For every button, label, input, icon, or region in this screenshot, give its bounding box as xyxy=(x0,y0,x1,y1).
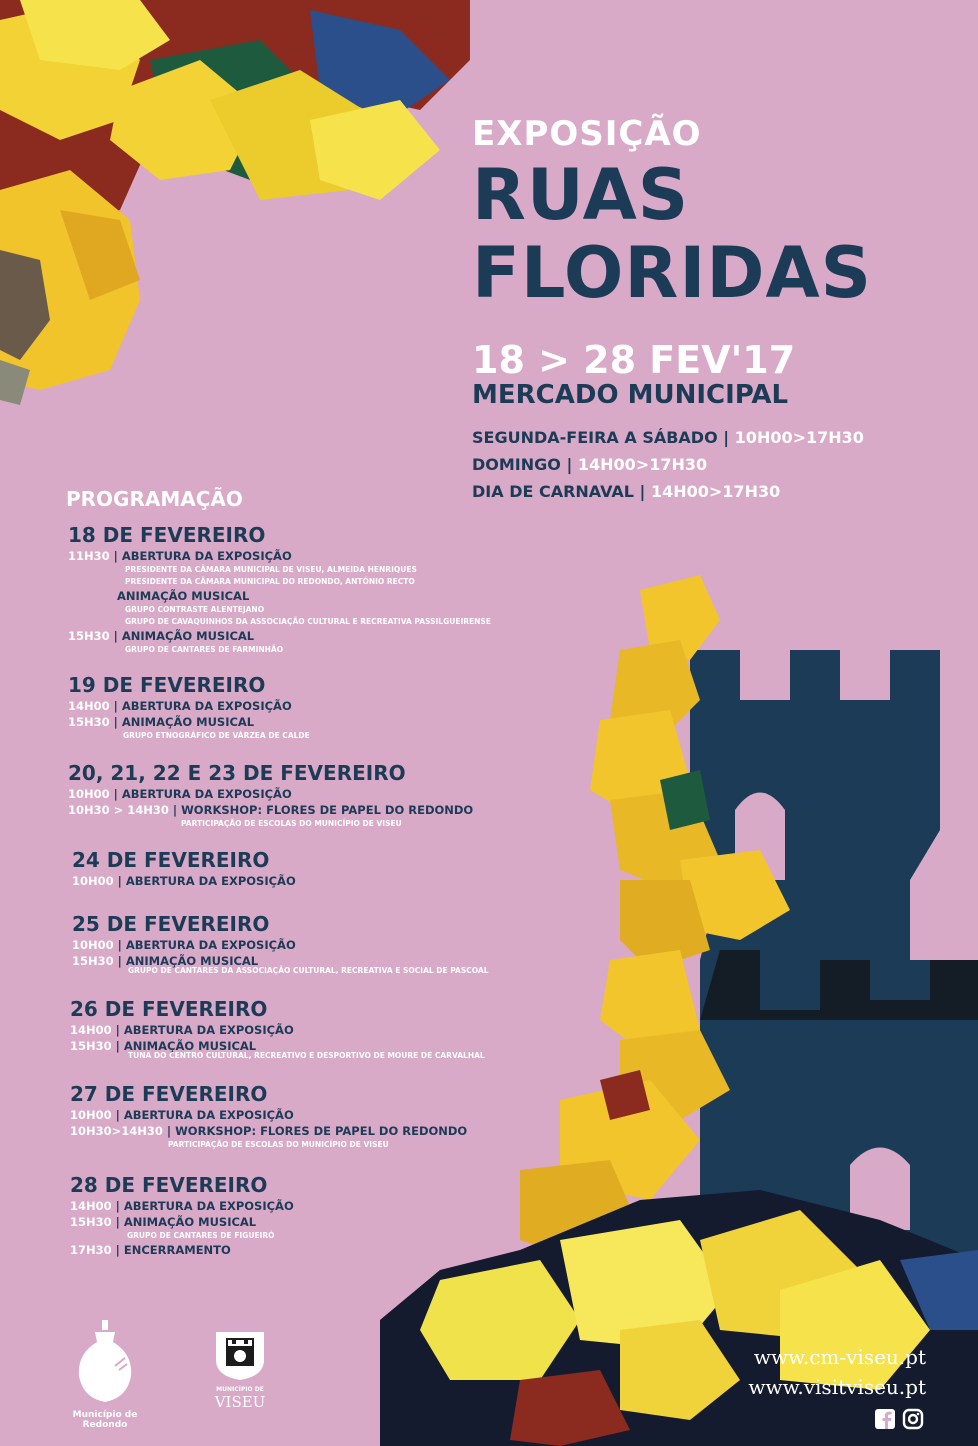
program-day xyxy=(70,1081,467,1151)
hours-time: 14H00>17H30 xyxy=(577,455,708,474)
event-time: 15H30 xyxy=(70,1039,112,1053)
event-row xyxy=(70,1022,485,1038)
event-time: 14H00 xyxy=(68,699,110,713)
program-day xyxy=(68,760,473,830)
event-detail: GRUPO DE CANTARES DE FIGUEIRÓ xyxy=(127,1231,275,1240)
event-label: | ANIMAÇÃO MUSICAL xyxy=(113,715,255,729)
hours-days: SEGUNDA-FEIRA A SÁBADO | xyxy=(472,428,730,447)
facebook-icon[interactable] xyxy=(874,1408,896,1430)
website-link-visitviseu[interactable]: www.visitviseu.pt xyxy=(748,1375,926,1399)
event-label: | ABERTURA DA EXPOSIÇÃO xyxy=(115,1108,294,1122)
event-detail: GRUPO DE CAVAQUINHOS DA ASSOCIAÇÃO CULTURAL E RECREATIVA PASSILGUEIRENSE xyxy=(125,617,491,626)
event-time: 17H30 xyxy=(70,1243,112,1257)
website-link-cm-viseu[interactable]: www.cm-viseu.pt xyxy=(753,1345,926,1369)
top-left-flowers xyxy=(0,0,470,405)
day-title: 20, 21, 22 E 23 DE FEVEREIRO xyxy=(68,761,406,785)
header xyxy=(472,112,872,312)
program-title: PROGRAMAÇÃO xyxy=(66,487,243,511)
event-row xyxy=(68,588,491,604)
event-row xyxy=(70,1214,294,1230)
hours-row xyxy=(472,478,864,505)
event-time: 15H30 xyxy=(68,715,110,729)
event-time: 15H30 xyxy=(70,1215,112,1229)
event-label: | ABERTURA DA EXPOSIÇÃO xyxy=(113,699,292,713)
event-row xyxy=(68,714,310,730)
event-label: | ANIMAÇÃO MUSICAL xyxy=(113,629,255,643)
event-time: 11H30 xyxy=(68,549,110,563)
hours-time: 14H00>17H30 xyxy=(650,482,781,501)
event-detail: GRUPO DE CANTARES DE FARMINHÃO xyxy=(125,645,284,654)
event-venue: MERCADO MUNICIPAL xyxy=(472,380,789,410)
event-row xyxy=(68,802,473,818)
redondo-jar-icon xyxy=(75,1318,135,1404)
day-title: 25 DE FEVEREIRO xyxy=(72,912,270,936)
event-label: | WORKSHOP: FLORES DE PAPEL DO REDONDO xyxy=(166,1124,468,1138)
viseu-caption-large: VISEU xyxy=(214,1393,266,1411)
event-row xyxy=(70,1198,294,1214)
hours-days: DIA DE CARNAVAL | xyxy=(472,482,646,501)
social-icons xyxy=(874,1408,924,1430)
hours-row xyxy=(472,424,864,451)
program-day xyxy=(68,522,491,656)
event-detail: GRUPO ETNOGRÁFICO DE VÁRZEA DE CALDE xyxy=(123,731,310,740)
event-row xyxy=(70,1242,294,1258)
event-row xyxy=(72,937,489,953)
title-line-1: RUAS xyxy=(472,154,690,236)
event-dates: 18 > 28 FEV'17 xyxy=(472,338,796,382)
event-label: | ABERTURA DA EXPOSIÇÃO xyxy=(113,549,292,563)
event-time: 14H00 xyxy=(70,1199,112,1213)
event-row xyxy=(68,548,491,564)
viseu-shield-icon xyxy=(210,1326,270,1382)
event-row xyxy=(70,1123,467,1139)
event-time: 10H30 > 14H30 xyxy=(68,803,169,817)
event-label: | ABERTURA DA EXPOSIÇÃO xyxy=(113,787,292,801)
event-time: 10H30>14H30 xyxy=(70,1124,163,1138)
redondo-caption: Município de Redondo xyxy=(72,1410,138,1430)
event-label: | ABERTURA DA EXPOSIÇÃO xyxy=(115,1023,294,1037)
footer-links xyxy=(748,1342,926,1402)
event-label: | ABERTURA DA EXPOSIÇÃO xyxy=(117,938,296,952)
event-label: | ANIMAÇÃO MUSICAL xyxy=(117,954,259,968)
program-day xyxy=(72,847,296,889)
viseu-logo xyxy=(205,1326,275,1411)
event-label: | ENCERRAMENTO xyxy=(115,1243,231,1257)
program-day xyxy=(68,672,310,742)
event-time: 10H00 xyxy=(70,1108,112,1122)
hours-days: DOMINGO | xyxy=(472,455,573,474)
event-label: | WORKSHOP: FLORES DE PAPEL DO REDONDO xyxy=(172,803,474,817)
event-label: ANIMAÇÃO MUSICAL xyxy=(117,589,250,603)
exhibition-overline: EXPOSIÇÃO xyxy=(472,114,702,154)
hours-row xyxy=(472,451,864,478)
event-detail: GRUPO CONTRASTE ALENTEJANO xyxy=(125,605,265,614)
event-label: | ANIMAÇÃO MUSICAL xyxy=(115,1039,257,1053)
event-detail: PARTICIPAÇÃO DE ESCOLAS DO MUNICÍPIO DE VISEU xyxy=(168,1140,389,1149)
program-day xyxy=(72,911,489,977)
event-row xyxy=(68,786,473,802)
event-label: | ANIMAÇÃO MUSICAL xyxy=(115,1215,257,1229)
event-row xyxy=(70,1107,467,1123)
event-detail: TUNA DO CENTRO CULTURAL, RECREATIVO E DESPORTIVO DE MOURE DE CARVALHAL xyxy=(128,1051,485,1060)
hours-time: 10H00>17H30 xyxy=(734,428,864,447)
redondo-logo xyxy=(50,1318,160,1430)
event-label: | ABERTURA DA EXPOSIÇÃO xyxy=(117,874,296,888)
event-time: 15H30 xyxy=(68,629,110,643)
viseu-caption-small: MUNICÍPIO DE xyxy=(216,1386,264,1393)
event-detail: PRESIDENTE DA CÂMARA MUNICIPAL DO REDONDO, ANTÓNIO RECTO xyxy=(125,577,415,586)
event-row xyxy=(72,873,296,889)
event-time: 10H00 xyxy=(72,938,114,952)
day-title: 24 DE FEVEREIRO xyxy=(72,848,270,872)
event-time: 15H30 xyxy=(72,954,114,968)
event-time: 14H00 xyxy=(70,1023,112,1037)
event-detail: PARTICIPAÇÃO DE ESCOLAS DO MUNICÍPIO DE VISEU xyxy=(181,819,402,828)
day-title: 27 DE FEVEREIRO xyxy=(70,1082,268,1106)
program-day xyxy=(70,1172,294,1258)
event-row xyxy=(68,628,491,644)
event-label: | ABERTURA DA EXPOSIÇÃO xyxy=(115,1199,294,1213)
instagram-icon[interactable] xyxy=(902,1408,924,1430)
event-detail: PRESIDENTE DA CÂMARA MUNICIPAL DE VISEU, ALMEIDA HENRIQUES xyxy=(125,565,417,574)
day-title: 18 DE FEVEREIRO xyxy=(68,523,266,547)
day-title: 19 DE FEVEREIRO xyxy=(68,673,266,697)
opening-hours xyxy=(472,424,864,505)
day-title: 26 DE FEVEREIRO xyxy=(70,997,268,1021)
event-detail: GRUPO DE CANTARES DA ASSOCIAÇÃO CULTURAL, RECREATIVA E SOCIAL DE PASCOAL xyxy=(128,966,489,975)
title-line-2: FLORIDAS xyxy=(472,232,873,314)
event-time: 10H00 xyxy=(72,874,114,888)
event-time: 10H00 xyxy=(68,787,110,801)
event-row xyxy=(68,698,310,714)
program-day xyxy=(70,996,485,1062)
day-title: 28 DE FEVEREIRO xyxy=(70,1173,268,1197)
